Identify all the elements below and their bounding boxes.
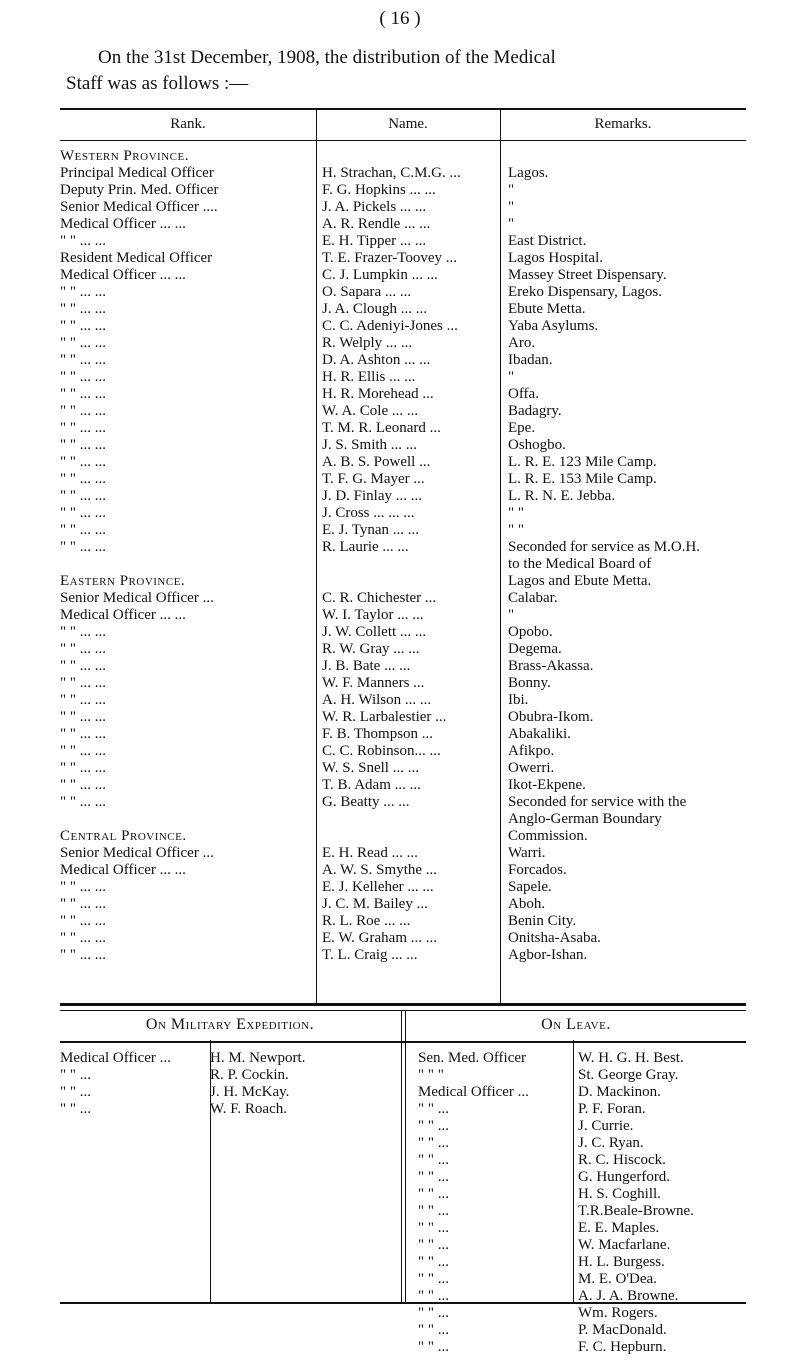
rank-cell: " " ... ... [60,658,106,674]
name-cell: H. Strachan, C.M.G. ... [322,165,461,181]
name-cell: E. E. Maples. [578,1220,660,1236]
table-row [60,896,746,913]
rank-cell: Resident Medical Officer [60,250,213,266]
name-cell: J. C. M. Bailey ... [322,896,428,912]
remarks-cell: Abakaliki. [508,726,571,742]
rank-cell: " " ... ... [60,709,106,725]
table-row [60,284,746,301]
list-item [418,1288,746,1305]
rank-cell: " " ... [60,1101,91,1117]
remarks-cell: L. R. E. 123 Mile Camp. [508,454,657,470]
military-expedition-heading: On Military Expedition. [145,1016,315,1033]
remarks-cell: Obubra-Ikom. [508,709,594,725]
rank-cell: " " ... ... [60,624,106,640]
remarks-cell: Offa. [508,386,539,402]
rank-cell: " " ... [418,1203,449,1219]
rank-cell: " " ... ... [60,437,106,453]
name-cell: R. W. Gray ... ... [322,641,420,657]
name-cell: E. W. Graham ... ... [322,930,437,946]
rank-cell: Principal Medical Officer [60,165,214,181]
table-row [60,199,746,216]
rank-cell: " " ... ... [60,794,106,810]
table-row [60,624,746,641]
name-cell: J. A. Clough ... ... [322,301,428,317]
name-cell: A. W. S. Smythe ... [322,862,438,878]
rank-cell: Senior Medical Officer .... [60,199,218,215]
rank-cell: " " ... ... [60,947,106,963]
remarks-cell: Brass-Akassa. [508,658,594,674]
table-row [60,760,746,777]
list-item [418,1050,746,1067]
name-cell: D. Mackinon. [578,1084,661,1100]
name-column-header: Name. [388,116,428,132]
remarks-cell: Oshogbo. [508,437,566,453]
rank-cell: Medical Officer ... ... [60,862,186,878]
table-row [60,165,746,182]
remarks-cell: Calabar. [508,590,558,606]
table-row [60,777,746,794]
rank-cell: " " ... ... [60,352,106,368]
table-row [60,352,746,369]
list-item [60,1084,400,1101]
remarks-cell: Sapele. [508,879,552,895]
table-row [60,233,746,250]
name-cell: H. S. Coghill. [578,1186,661,1202]
rank-cell: Medical Officer ... [60,1050,171,1066]
table-row [60,641,746,658]
name-cell: W. Macfarlane. [578,1237,671,1253]
name-cell: R. L. Roe ... ... [322,913,411,929]
table-row [60,675,746,692]
remarks-cell: Aboh. [508,896,546,912]
rank-cell: " " ... ... [60,726,106,742]
name-cell: T. B. Adam ... ... [322,777,421,793]
table-row [60,420,746,437]
remarks-cell: Lagos. [508,165,549,181]
rank-cell: " " ... ... [60,539,106,555]
rank-cell: " " ... [418,1339,449,1355]
table-row [60,811,746,828]
name-cell: W. F. Roach. [210,1101,287,1117]
table-row [60,845,746,862]
name-cell: F. B. Thompson ... [322,726,434,742]
rank-cell: " " ... ... [60,913,106,929]
list-item [418,1271,746,1288]
province-name: Central Province. [60,828,187,844]
list-item [418,1067,746,1084]
rank-cell: " " ... ... [60,675,106,691]
remarks-cell: Benin City. [508,913,577,929]
rank-cell: " " ... ... [60,743,106,759]
rank-cell: " " ... ... [60,335,106,351]
list-item [418,1101,746,1118]
rank-column-header: Rank. [170,116,206,132]
list-item [418,1220,746,1237]
table-row [60,709,746,726]
table-row [60,726,746,743]
name-cell: G. Beatty ... ... [322,794,410,810]
name-cell: St. George Gray. [578,1067,679,1083]
name-cell: R. Welply ... ... [322,335,413,351]
remarks-cell: Seconded for service as M.O.H. [508,539,701,555]
table-row [60,454,746,471]
name-cell: H. M. Newport. [210,1050,306,1066]
table-row [60,369,746,386]
table-header [60,110,746,141]
name-cell: J. A. Pickels ... ... [322,199,427,215]
rank-cell: " " ... [418,1186,449,1202]
province-name: Eastern Province. [60,573,186,589]
remarks-cell: " [508,369,515,385]
rank-cell: " " ... [418,1101,449,1117]
name-cell: F. C. Hepburn. [578,1339,667,1355]
rank-cell: " " ... [418,1220,449,1236]
remarks-cell: Ibi. [508,692,529,708]
name-cell: R. C. Hiscock. [578,1152,666,1168]
rank-cell: " " ... [418,1254,449,1270]
name-cell: T.R.Beale-Browne. [578,1203,694,1219]
rank-cell: " " ... ... [60,522,106,538]
expedition-and-leave-table [60,1010,746,1355]
rank-cell: Medical Officer ... ... [60,216,186,232]
remarks-cell: Agbor-Ishan. [508,947,588,963]
province-heading-row [60,148,746,165]
rank-cell: " " ... ... [60,896,106,912]
rank-cell: " " ... [418,1322,449,1338]
remarks-cell: " [508,607,515,623]
table-row [60,607,746,624]
name-cell: T. F. G. Mayer ... [322,471,425,487]
name-cell: H. R. Morehead ... [322,386,434,402]
rank-cell: " " ... ... [60,318,106,334]
name-cell: A. J. A. Browne. [578,1288,679,1304]
rank-cell: Senior Medical Officer ... [60,590,214,606]
list-item [418,1152,746,1169]
table-row [60,862,746,879]
table-row [60,471,746,488]
rank-cell: " " ... ... [60,284,106,300]
rank-cell: Medical Officer ... ... [60,607,186,623]
table-row [60,743,746,760]
name-cell: M. E. O'Dea. [578,1271,657,1287]
rank-cell: " " ... ... [60,403,106,419]
name-cell: J. W. Collett ... ... [322,624,427,640]
remarks-cell: Degema. [508,641,562,657]
rank-cell: " " ... ... [60,301,106,317]
name-cell: R. Laurie ... ... [322,539,409,555]
table-row [60,182,746,199]
military-expedition-list [60,1050,400,1118]
table-row [60,216,746,233]
table-row [60,590,746,607]
name-cell: J. Cross ... ... ... [322,505,415,521]
name-cell: E. J. Tynan ... ... [322,522,420,538]
list-item [60,1067,400,1084]
rank-cell: " " ... ... [60,471,106,487]
remarks-cell: Massey Street Dispensary. [508,267,667,283]
remarks-cell: Anglo-German Boundary [508,811,662,827]
rank-cell: " " ... ... [60,879,106,895]
province-name: Western Province. [60,148,189,164]
rank-cell: Medical Officer ... [418,1084,529,1100]
list-item [418,1169,746,1186]
remarks-cell: Forcados. [508,862,567,878]
name-cell: C. C. Adeniyi-Jones ... [322,318,458,334]
intro-line-1: On the 31st December, 1908, the distribution of the Medical [98,47,556,68]
table-row [60,522,746,539]
name-cell: H. R. Ellis ... ... [322,369,416,385]
table-row [60,658,746,675]
remarks-cell: Onitsha-Asaba. [508,930,601,946]
rank-cell: " " ... ... [60,454,106,470]
table-row [60,539,746,556]
rank-cell: " " ... ... [60,420,106,436]
remarks-cell: " [508,182,515,198]
remarks-cell: " [508,199,515,215]
name-cell: A. H. Wilson ... ... [322,692,432,708]
rank-cell: " " ... [418,1271,449,1287]
name-cell: C. C. Robinson... ... [322,743,441,759]
table-row [60,403,746,420]
on-leave-heading: On Leave. [541,1016,611,1033]
name-cell: W. S. Snell ... ... [322,760,419,776]
name-cell: W. F. Manners ... [322,675,425,691]
rank-cell: Deputy Prin. Med. Officer [60,182,219,198]
remarks-cell: Afikpo. [508,743,555,759]
name-cell: A. R. Rendle ... ... [322,216,431,232]
name-cell: C. R. Chichester ... [322,590,437,606]
name-cell: J. D. Finlay ... ... [322,488,423,504]
table-row [60,386,746,403]
remarks-cell: Ibadan. [508,352,553,368]
rank-cell: " " ... ... [60,760,106,776]
remarks-cell: Bonny. [508,675,551,691]
name-cell: O. Sapara ... ... [322,284,412,300]
list-item [418,1322,746,1339]
staff-distribution-table [60,108,746,1006]
province-heading-row [60,573,746,590]
name-cell: D. A. Ashton ... ... [322,352,431,368]
table-row [60,267,746,284]
table-row [60,318,746,335]
name-cell: J. H. McKay. [210,1084,290,1100]
province-heading-row [60,828,746,845]
list-item [418,1339,746,1356]
rank-cell: " " ... [418,1169,449,1185]
name-cell: J. C. Ryan. [578,1135,644,1151]
name-cell: G. Hungerford. [578,1169,671,1185]
rank-cell: " " ... ... [60,233,106,249]
table-row [60,437,746,454]
name-cell: R. P. Cockin. [210,1067,289,1083]
rank-cell: " " ... [418,1118,449,1134]
table-row [60,250,746,267]
name-cell: J. S. Smith ... ... [322,437,418,453]
name-cell: C. J. Lumpkin ... ... [322,267,438,283]
staff-rows [60,148,746,964]
name-cell: A. B. S. Powell ... [322,454,431,470]
remarks-cell: L. R. E. 153 Mile Camp. [508,471,657,487]
remarks-cell: Epe. [508,420,536,436]
remarks-cell: East District. [508,233,587,249]
name-cell: P. MacDonald. [578,1322,667,1338]
rank-cell: " " ... ... [60,641,106,657]
remarks-cell: Seconded for service with the [508,794,687,810]
name-cell: W. I. Taylor ... ... [322,607,424,623]
remarks-column-header: Remarks. [594,116,652,132]
list-item [418,1135,746,1152]
table-row [60,692,746,709]
remarks-cell: Lagos and Ebute Metta. [508,573,652,589]
name-cell: W. H. G. H. Best. [578,1050,684,1066]
rank-cell: " " ... [418,1288,449,1304]
list-item [418,1203,746,1220]
list-item [60,1101,400,1118]
rank-cell: " " " [418,1067,444,1083]
list-item [418,1084,746,1101]
section-divider [401,1010,406,1302]
list-item [418,1186,746,1203]
remarks-cell: Lagos Hospital. [508,250,603,266]
name-cell: Wm. Rogers. [578,1305,658,1321]
name-cell: P. F. Foran. [578,1101,646,1117]
remarks-cell: Badagry. [508,403,562,419]
name-cell: F. G. Hopkins ... ... [322,182,436,198]
name-cell: T. E. Frazer-Toovey ... [322,250,457,266]
intro-line-2: Staff was as follows :— [66,73,249,94]
table-row [60,947,746,964]
name-cell: J. Currie. [578,1118,634,1134]
rank-cell: " " ... [60,1067,91,1083]
name-cell: E. J. Kelleher ... ... [322,879,434,895]
name-cell: E. H. Read ... ... [322,845,418,861]
rank-cell: " " ... ... [60,777,106,793]
rank-cell: Senior Medical Officer ... [60,845,214,861]
list-item [418,1254,746,1271]
name-cell: W. R. Larbalestier ... [322,709,447,725]
rank-cell: " " ... ... [60,386,106,402]
remarks-cell: Opobo. [508,624,553,640]
page-number: ( 16 ) [379,8,421,29]
rank-cell: " " ... ... [60,488,106,504]
rank-cell: " " ... ... [60,692,106,708]
table-row [60,488,746,505]
intro-paragraph [66,45,766,97]
rank-cell: Sen. Med. Officer [418,1050,527,1066]
name-cell: J. B. Bate ... ... [322,658,411,674]
list-item [60,1050,400,1067]
rank-cell: " " ... [418,1305,449,1321]
remarks-cell: Commission. [508,828,588,844]
table-row [60,556,746,573]
list-item [418,1237,746,1254]
name-cell: W. A. Cole ... ... [322,403,419,419]
remarks-cell: Ebute Metta. [508,301,586,317]
remarks-cell: Owerri. [508,760,555,776]
table-row [60,335,746,352]
rank-cell: " " ... [418,1152,449,1168]
remarks-cell: L. R. N. E. Jebba. [508,488,616,504]
rank-cell: " " ... ... [60,505,106,521]
table-row [60,930,746,947]
rank-cell: " " ... [418,1237,449,1253]
table-row [60,879,746,896]
remarks-cell: Aro. [508,335,536,351]
remarks-cell: to the Medical Board of [508,556,652,572]
rank-cell: " " ... [60,1084,91,1100]
on-leave-list [418,1050,746,1356]
table-row [60,301,746,318]
remarks-cell: " " [508,505,524,521]
list-item [418,1305,746,1322]
remarks-cell: Warri. [508,845,546,861]
list-item [418,1118,746,1135]
rank-cell: " " ... ... [60,369,106,385]
remarks-cell: " " [508,522,524,538]
name-cell: H. L. Burgess. [578,1254,665,1270]
name-cell: T. L. Craig ... ... [322,947,418,963]
name-cell: E. H. Tipper ... ... [322,233,427,249]
name-cell: T. M. R. Leonard ... [322,420,441,436]
rank-cell: " " ... ... [60,930,106,946]
remarks-cell: Ikot-Ekpene. [508,777,586,793]
table-row [60,794,746,811]
remarks-cell: Yaba Asylums. [508,318,599,334]
rank-cell: Medical Officer ... ... [60,267,186,283]
remarks-cell: " [508,216,515,232]
remarks-cell: Ereko Dispensary, Lagos. [508,284,662,300]
rank-cell: " " ... [418,1135,449,1151]
table-row [60,505,746,522]
table-row [60,913,746,930]
